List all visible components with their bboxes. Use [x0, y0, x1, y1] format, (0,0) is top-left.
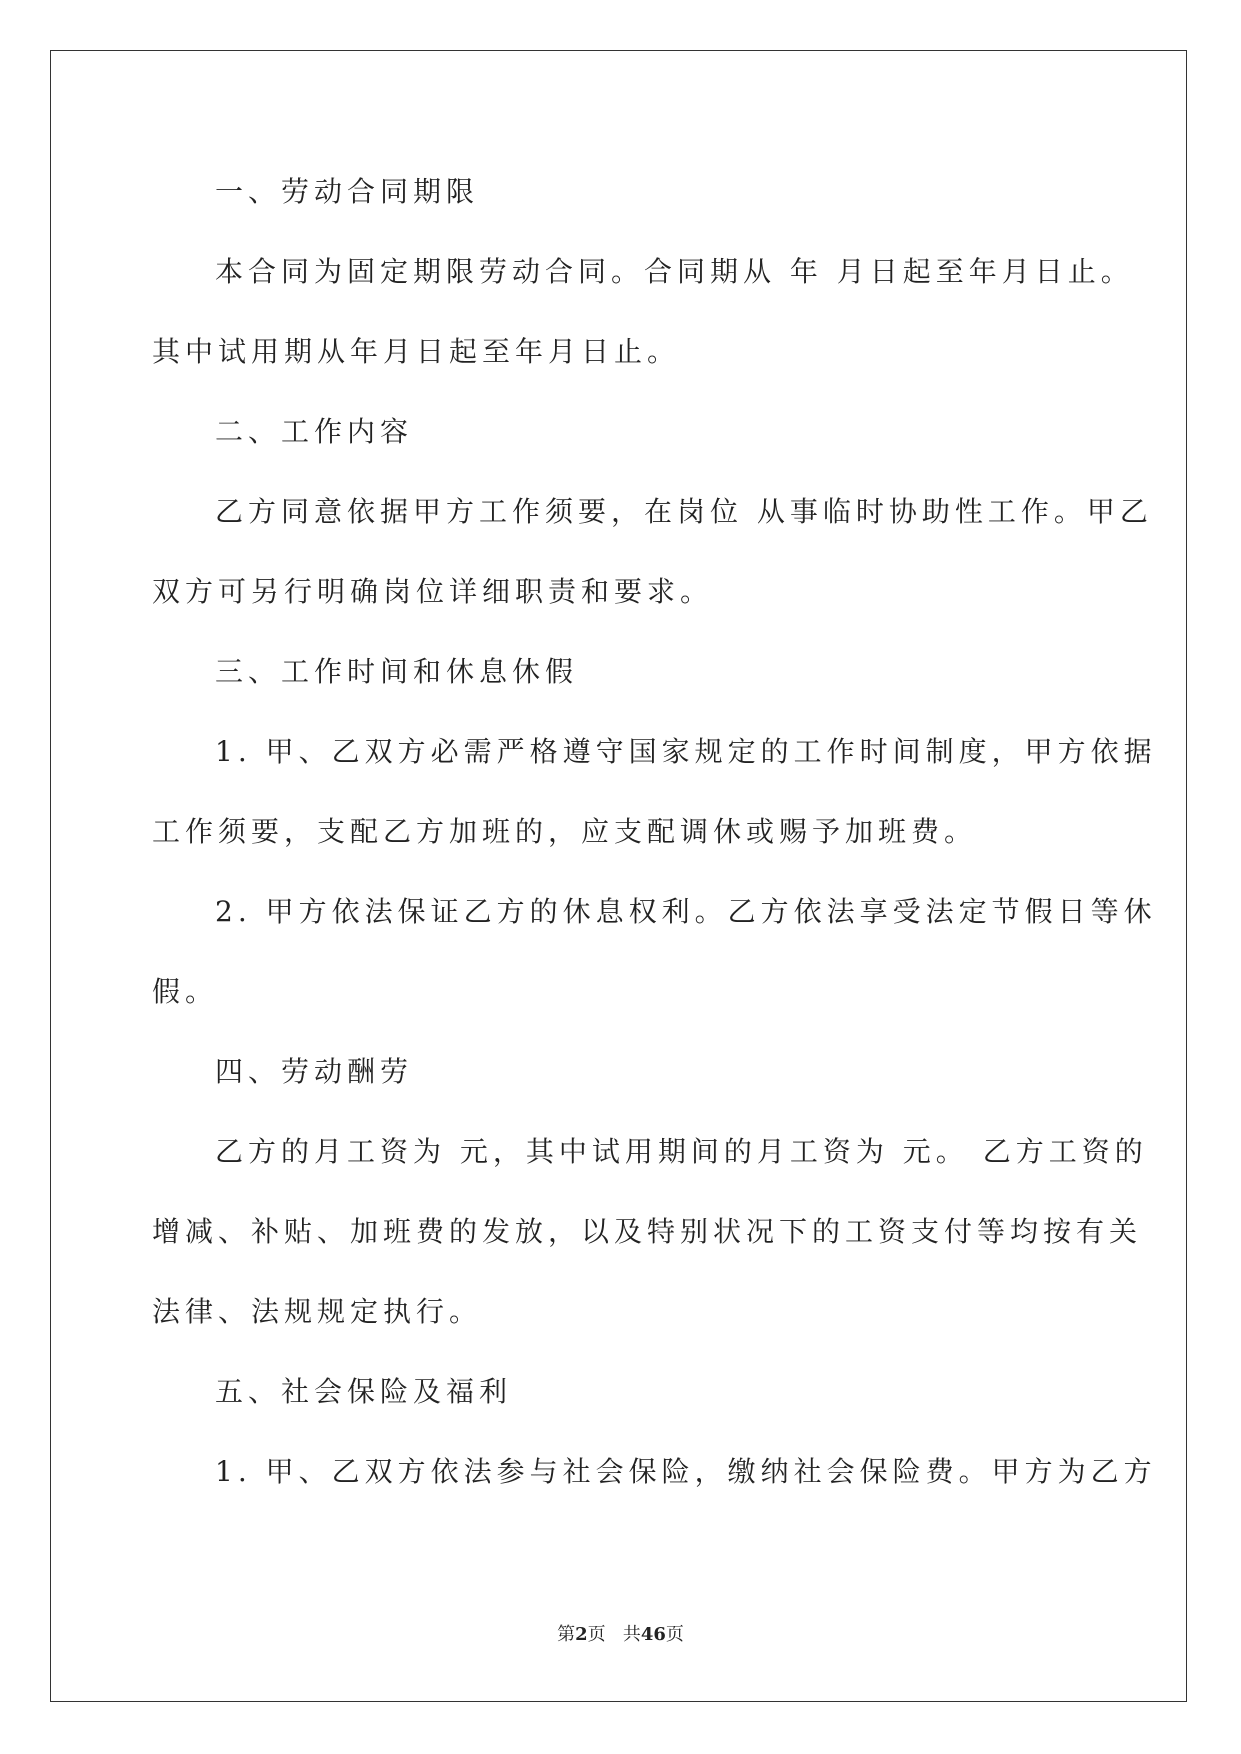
paragraph-line: 增减、补贴、加班费的发放，以及特别状况下的工资支付等均按有关 [152, 1215, 1143, 1248]
total-pages: 46 [640, 1624, 666, 1645]
page-number: 2 [575, 1624, 588, 1645]
section-heading: 三、工作时间和休息休假 [215, 655, 579, 688]
paragraph-line: 法律、法规规定执行。 [152, 1295, 483, 1328]
paragraph-line: 1. 甲、乙双方依法参与社会保险，缴纳社会保险费。甲方为乙方 [215, 1455, 1157, 1488]
paragraph-line: 双方可另行明确岗位详细职责和要求。 [152, 575, 714, 608]
paragraph-line: 工作须要，支配乙方加班的，应支配调休或赐予加班费。 [152, 815, 978, 848]
paragraph-line: 其中试用期从年月日起至年月日止。 [152, 335, 681, 368]
paragraph-line: 乙方同意依据甲方工作须要，在岗位 从事临时协助性工作。甲乙 [215, 495, 1153, 528]
paragraph-line: 乙方的月工资为 元，其中试用期间的月工资为 元。 乙方工资的 [215, 1135, 1148, 1168]
footer-total-prefix: 共 [622, 1624, 641, 1645]
paragraph-line: 1. 甲、乙双方必需严格遵守国家规定的工作时间制度，甲方依据 [215, 735, 1157, 768]
paragraph-line: 假。 [152, 975, 219, 1008]
paragraph-line: 本合同为固定期限劳动合同。合同期从 年 月日起至年月日止。 [215, 255, 1134, 288]
footer-page-suffix: 页 [587, 1624, 606, 1645]
page-footer [0, 1620, 1241, 1646]
section-heading: 四、劳动酬劳 [215, 1055, 414, 1088]
section-heading: 二、工作内容 [215, 415, 414, 448]
footer-total-suffix: 页 [665, 1624, 684, 1645]
section-heading: 五、社会保险及福利 [215, 1375, 513, 1408]
section-heading: 一、劳动合同期限 [215, 175, 480, 208]
footer-prefix: 第 [557, 1624, 576, 1645]
paragraph-line: 2. 甲方依法保证乙方的休息权利。乙方依法享受法定节假日等休 [215, 895, 1157, 928]
